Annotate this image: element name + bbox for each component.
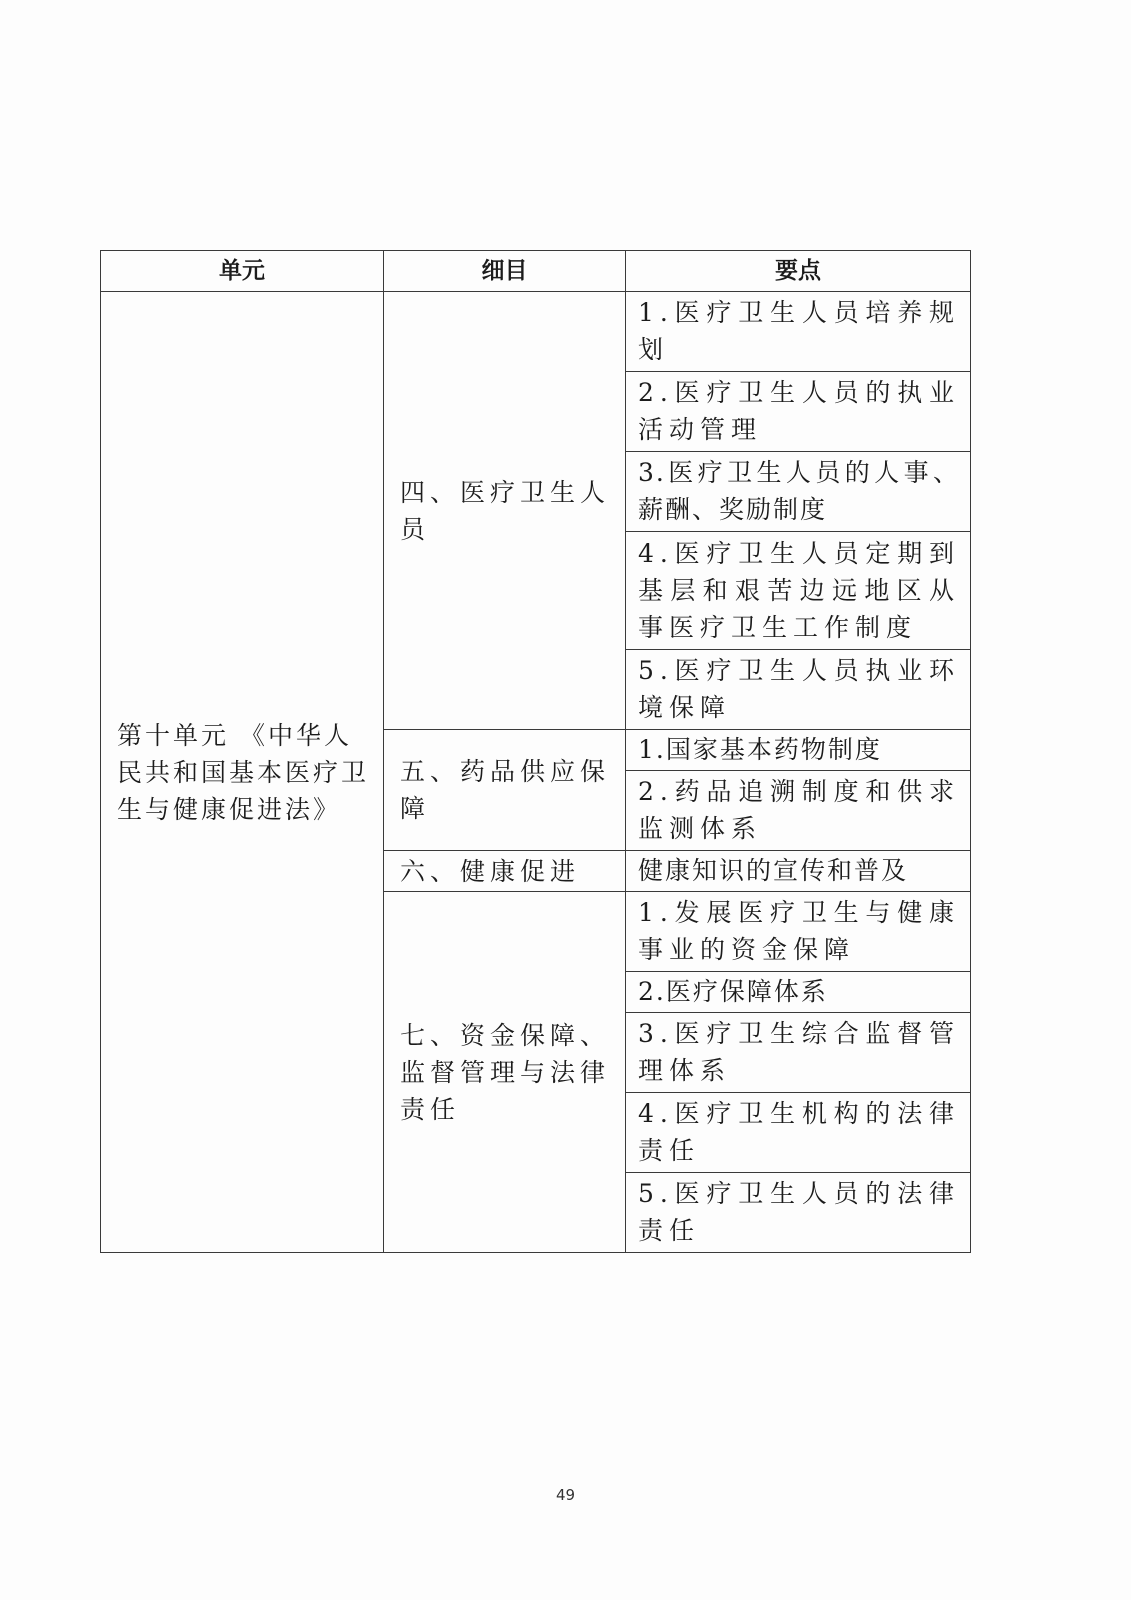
header-item: 细目	[384, 251, 626, 292]
point-cell: 1.医疗卫生人员培养规划	[626, 292, 971, 372]
point-cell: 2.医疗保障体系	[626, 972, 971, 1013]
page-number: 49	[555, 1486, 576, 1504]
header-unit: 单元	[101, 251, 384, 292]
syllabus-table	[100, 250, 971, 1253]
unit-cell: 第十单元 《中华人民共和国基本医疗卫生与健康促进法》	[101, 292, 384, 1253]
point-cell: 3.医疗卫生人员的人事、薪酬、奖励制度	[626, 452, 971, 532]
point-cell: 4.医疗卫生机构的法律责任	[626, 1093, 971, 1173]
header-point: 要点	[626, 251, 971, 292]
point-cell: 健康知识的宣传和普及	[626, 851, 971, 892]
item-cell: 六、健康促进	[384, 851, 626, 892]
point-cell: 5.医疗卫生人员的法律责任	[626, 1173, 971, 1253]
item-cell: 四、医疗卫生人员	[384, 292, 626, 730]
point-cell: 2.医疗卫生人员的执业活动管理	[626, 372, 971, 452]
table-header-row	[101, 251, 971, 292]
table-row	[101, 292, 971, 372]
point-cell: 1.发展医疗卫生与健康事业的资金保障	[626, 892, 971, 972]
item-cell: 五、药品供应保障	[384, 730, 626, 851]
point-cell: 3.医疗卫生综合监督管理体系	[626, 1013, 971, 1093]
point-cell: 1.国家基本药物制度	[626, 730, 971, 771]
point-cell: 5.医疗卫生人员执业环境保障	[626, 650, 971, 730]
point-cell: 2.药品追溯制度和供求监测体系	[626, 771, 971, 851]
point-cell: 4.医疗卫生人员定期到基层和艰苦边远地区从事医疗卫生工作制度	[626, 532, 971, 650]
item-cell: 七、资金保障、监督管理与法律责任	[384, 892, 626, 1253]
